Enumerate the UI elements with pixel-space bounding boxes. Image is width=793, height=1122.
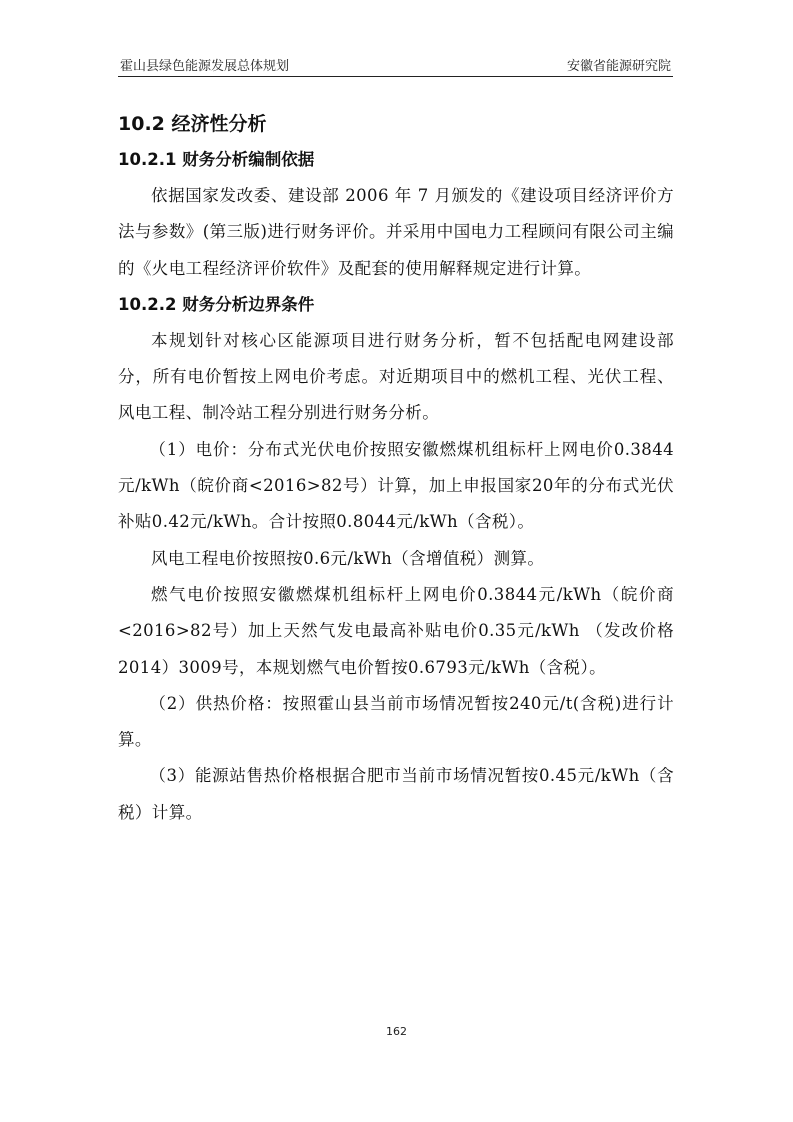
paragraph: （3）能源站售热价格根据合肥市当前市场情况暂按0.45元/kWh（含税）计算。	[118, 766, 674, 822]
subsection-title-basis: 10.2.1 财务分析编制依据	[118, 150, 315, 169]
paragraph: 燃气电价按照安徽燃煤机组标杆上网电价0.3844元/kWh（皖价商<2016>82号）加上天然气发电最高补贴电价0.35元/kWh （发改价格2014）3009号，本规划燃气电价暂按0.6793元/kWh（含税）。	[118, 584, 674, 677]
page-header	[118, 50, 673, 77]
paragraph: 本规划针对核心区能源项目进行财务分析，暂不包括配电网建设部分，所有电价暂按上网电价考虑。对近期项目中的燃机工程、光伏工程、风电工程、制冷站工程分别进行财务分析。	[118, 330, 674, 423]
header-document-title: 霍山县绿色能源发展总体规划	[120, 59, 290, 74]
paragraph: 风电工程电价按照按0.6元/kWh（含增值税）测算。	[151, 548, 545, 568]
header-organization: 安徽省能源研究院	[566, 59, 671, 74]
subsection-title-boundary: 10.2.2 财务分析边界条件	[118, 294, 315, 314]
paragraph: 依据国家发改委、建设部 2006 年 7 月颁发的《建设项目经济评价方法与参数》(第三版)进行财务评价。并采用中国电力工程顾问有限公司主编的《火电工程经济评价软件》及配套的使用解释规定进行计算。	[118, 186, 674, 278]
page-content	[118, 96, 674, 831]
paragraph: （2）供热价格：按照霍山县当前市场情况暂按240元/t(含税)进行计算。	[118, 693, 674, 750]
paragraph: （1）电价：分布式光伏电价按照安徽燃煤机组标杆上网电价0.3844元/kWh（皖价商<2016>82号）计算，加上申报国家20年的分布式光伏补贴0.42元/kWh。合计按照0.8044元/kWh（含税）。	[118, 439, 674, 532]
page-number: 162	[386, 1025, 407, 1038]
section-title: 10.2 经济性分析	[118, 113, 267, 135]
